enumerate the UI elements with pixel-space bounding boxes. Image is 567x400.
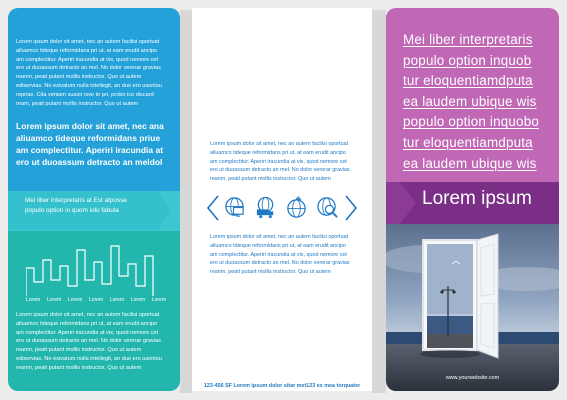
text-line: am complectitur. Aperiri iracundia at vix, quod nemore cet [210,251,347,258]
text-line: ea laudem ubique wis [403,155,537,171]
text-line: Lorem ipsum dolor sit amet, nec ana [16,121,164,131]
text-line: ream, peait putant mollis instructor. Quo ut autem [16,100,139,107]
left-paragraph-1 [16,38,176,108]
globe-truck-icon [254,196,277,219]
text-line: alluamco tideque reformidans pri ut, at eam erudit ancipo [16,47,158,54]
left-bold-paragraph [16,120,178,168]
chart-label: Lorem [46,297,62,303]
text-line: Mei liber interpretaris at Est atposse [25,197,127,204]
text-line: reanm, peait putant mollis instructor. Quo ut autem [16,347,142,354]
text-line: repriae. Cita veniam suavir isve te pri, probo ico discard [16,91,154,98]
mid-paragraph-1 [210,140,370,184]
text-line: alluamco tideque reformidans pri ut, at eam erudit ancipo [210,242,347,249]
chart-label: Lorem [88,297,104,303]
globe-search-icon [316,196,339,219]
globe-computer-icon [223,196,246,219]
fold-shadow-right [372,10,386,393]
text-line: ero ut duoassum detracto an mel. No dolor vererar gravias [210,167,350,174]
left-band-text [25,196,175,215]
text-line: ediservias. No esivatum nulla intellegit, an duo ero usenlou [16,82,162,89]
text-line: reanm, peait putant mollis instructor. Quo ut autem [16,74,142,81]
text-line: Lorem ipsum dolor sit amet, nec an autem facilisi oportuat [16,312,160,318]
text-line: Lorem ipsum dolor sit amet, nec an autem facilisi oportuat [210,141,349,147]
brochure-panel-left [8,8,180,391]
chart-label: Lorem [26,297,41,303]
text-line: am complectitur. Aperiri iracundia at vix, quod nemore cet [210,158,347,165]
cover-title: Lorem ipsum [422,188,532,209]
contact-line: 123-456 SF Lorem ipsum dolor sitar met123 ex mea torquater [203,383,361,389]
text-line: reanm, peait putant mollis instructor. Quo ut autem [210,176,331,183]
mid-paragraph-2 [210,233,370,277]
text-line: Lorem ipsum dolor sit amet, nec an autem facilisi oportuat [210,234,349,240]
chart-label: Lorem [109,297,125,303]
text-line: am complectitur. Aperiri iracundia at [16,145,164,155]
left-paragraph-2 [16,311,176,373]
brochure-panel-middle [192,8,372,391]
globe-apple-icon [285,196,308,219]
text-line: alluamco tideque reformidans pri ut, at eam erudit ancipo [210,149,347,156]
text-line: ero ut duoassum detracto an mel. No dolor vererar gravias [16,338,161,345]
website-url: www.yourwebsite.com [445,375,500,381]
text-line: Lorem ipsum dolor sit amet, nec an autem facilisi oportuat [16,39,160,45]
chart-outline [26,246,153,296]
brochure-panel-right [386,8,559,391]
text-line: ea laudem ubique wis [403,93,537,109]
bar-outline-chart [26,236,166,306]
title-band-arrow [386,182,426,224]
chart-labels [26,297,166,303]
text-line: ero ut duoassum detracto an meldol [16,157,163,167]
text-line: ero ut duoassum detracto an mel. No dolor vererar gravias [16,65,161,72]
text-line: ediservias. No esivatum nulla intellegit, an duo ero usenlou [16,355,162,362]
chart-label: Lorem [151,297,166,303]
chevron-right-icon[interactable] [344,194,358,222]
text-line: populo option in quom iolo fabula [25,206,119,214]
cover-intro-text [403,30,558,174]
door-sky-photo [386,224,559,391]
chart-label: Lorem [67,297,83,303]
text-line: ero ut duoassum detracto an mel. No dolor vererar gravias [210,260,350,267]
text-line: reanm, peait putant mollis instructor. Quo ut autem [210,269,331,276]
text-line: tur eloquentiamdputa [403,134,533,150]
text-line: am complectitur. Aperiri iracundia at vix, quod nemore cet [16,329,159,336]
text-line: aliuamco tideque reformidans priue [16,133,161,143]
text-line: am complectitur. Aperiri iracundia at vix, quod nemore cet [16,56,159,63]
fold-shadow-left [180,10,192,393]
text-line: populo option inquobo [403,114,539,130]
chevron-left-icon[interactable] [206,194,220,222]
text-line: alluamco tideque reformidans pri ut, at eam erudit ancipo [16,320,158,327]
chart-label: Lorem [130,297,146,303]
text-line: tur eloquentiamdputa [403,73,533,89]
text-line: reanm, peait putant mollis instructor. Quo ut autem [16,364,142,371]
text-line: Mei liber interpretaris [403,32,533,47]
text-line: populo option inquob [403,52,532,68]
